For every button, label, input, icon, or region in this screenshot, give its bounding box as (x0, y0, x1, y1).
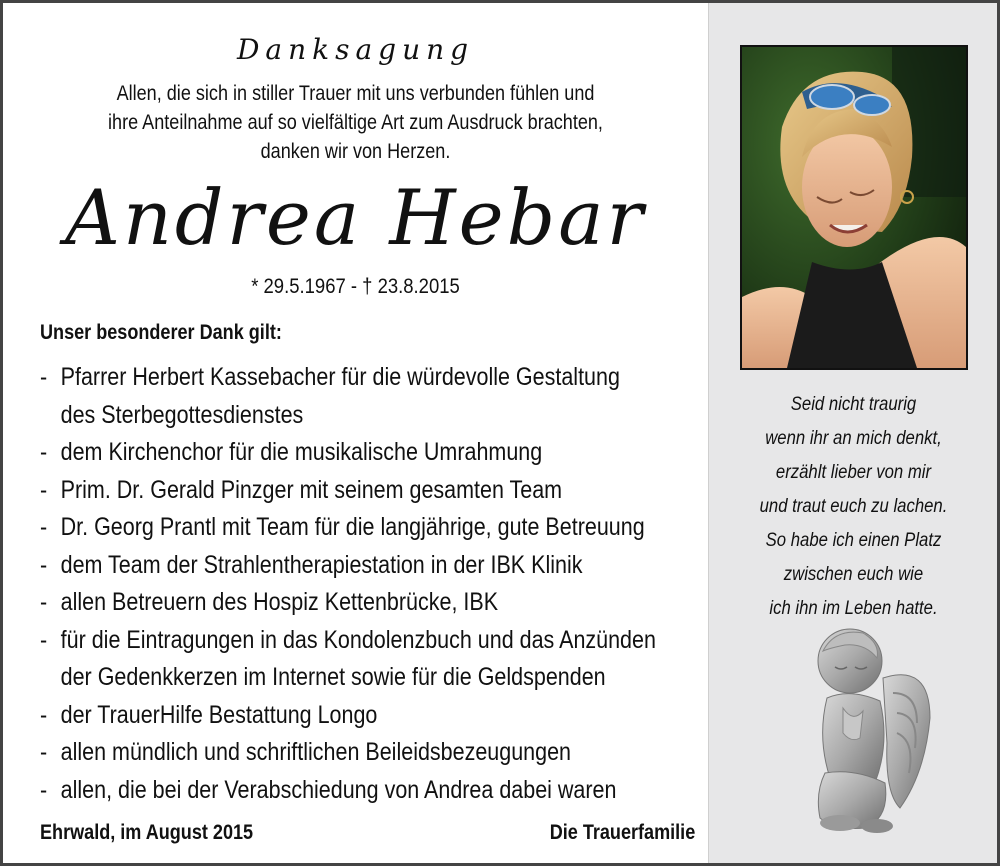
signature: Die Trauerfamilie (549, 821, 695, 844)
notice-sidebar (708, 3, 997, 863)
intro-line: ihre Anteilnahme auf so vielfältige Art zum Ausdruck brachten, (108, 111, 603, 134)
deceased-name: Andrea Hebar (65, 173, 646, 262)
list-item: - für die Eintragungen in das Kondolenzbuch und das Anzünden (40, 622, 694, 660)
life-dates: * 29.5.1967 - † 23.8.2015 (251, 275, 460, 298)
list-item: - dem Kirchenchor für die musikalische Umrahmung (40, 434, 694, 472)
angel-figurine (805, 623, 935, 838)
poem-line: ich ihn im Leben hatte. (769, 598, 938, 619)
poem-line: wenn ihr an mich denkt, (765, 428, 942, 449)
portrait-photo (740, 45, 968, 370)
list-item-continuation: der Gedenkkerzen im Internet sowie für die Geldspenden (60, 663, 606, 691)
intro-text (52, 79, 658, 166)
list-item: - allen, die bei der Verabschiedung von Andrea dabei waren (40, 772, 694, 810)
poem-line: So habe ich einen Platz (765, 530, 942, 551)
place-date: Ehrwald, im August 2015 (40, 821, 254, 844)
poem-line: erzählt lieber von mir (775, 462, 932, 483)
thanks-list (40, 359, 694, 809)
poem-line: Seid nicht traurig (790, 394, 917, 415)
poem-line: und traut euch zu lachen. (759, 496, 948, 517)
poem-line: zwischen euch wie (783, 564, 924, 585)
list-item: - Dr. Georg Prantl mit Team für die langjährige, gute Betreuung (40, 509, 694, 547)
poem (726, 388, 980, 626)
intro-line: danken wir von Herzen. (260, 140, 451, 163)
intro-line: Allen, die sich in stiller Trauer mit uns verbunden fühlen und (116, 82, 595, 105)
list-item: - Pfarrer Herbert Kassebacher für die würdevolle Gestaltung (40, 359, 694, 397)
notice-heading: Danksagung (236, 33, 475, 66)
list-item: - allen mündlich und schriftlichen Beileidsbezeugungen (40, 734, 694, 772)
notice-main-column (3, 3, 708, 863)
list-item: - dem Team der Strahlentherapiestation in der IBK Klinik (40, 547, 694, 585)
list-item: - allen Betreuern des Hospiz Kettenbrücke, IBK (40, 584, 694, 622)
list-item: - Prim. Dr. Gerald Pinzger mit seinem gesamten Team (40, 472, 694, 510)
list-item: - der TrauerHilfe Bestattung Longo (40, 697, 694, 735)
thanks-heading: Unser besonderer Dank gilt: (40, 321, 282, 344)
portrait-illustration (742, 47, 966, 368)
list-item-continuation: des Sterbegottesdienstes (60, 400, 304, 429)
angel-illustration (805, 623, 935, 838)
